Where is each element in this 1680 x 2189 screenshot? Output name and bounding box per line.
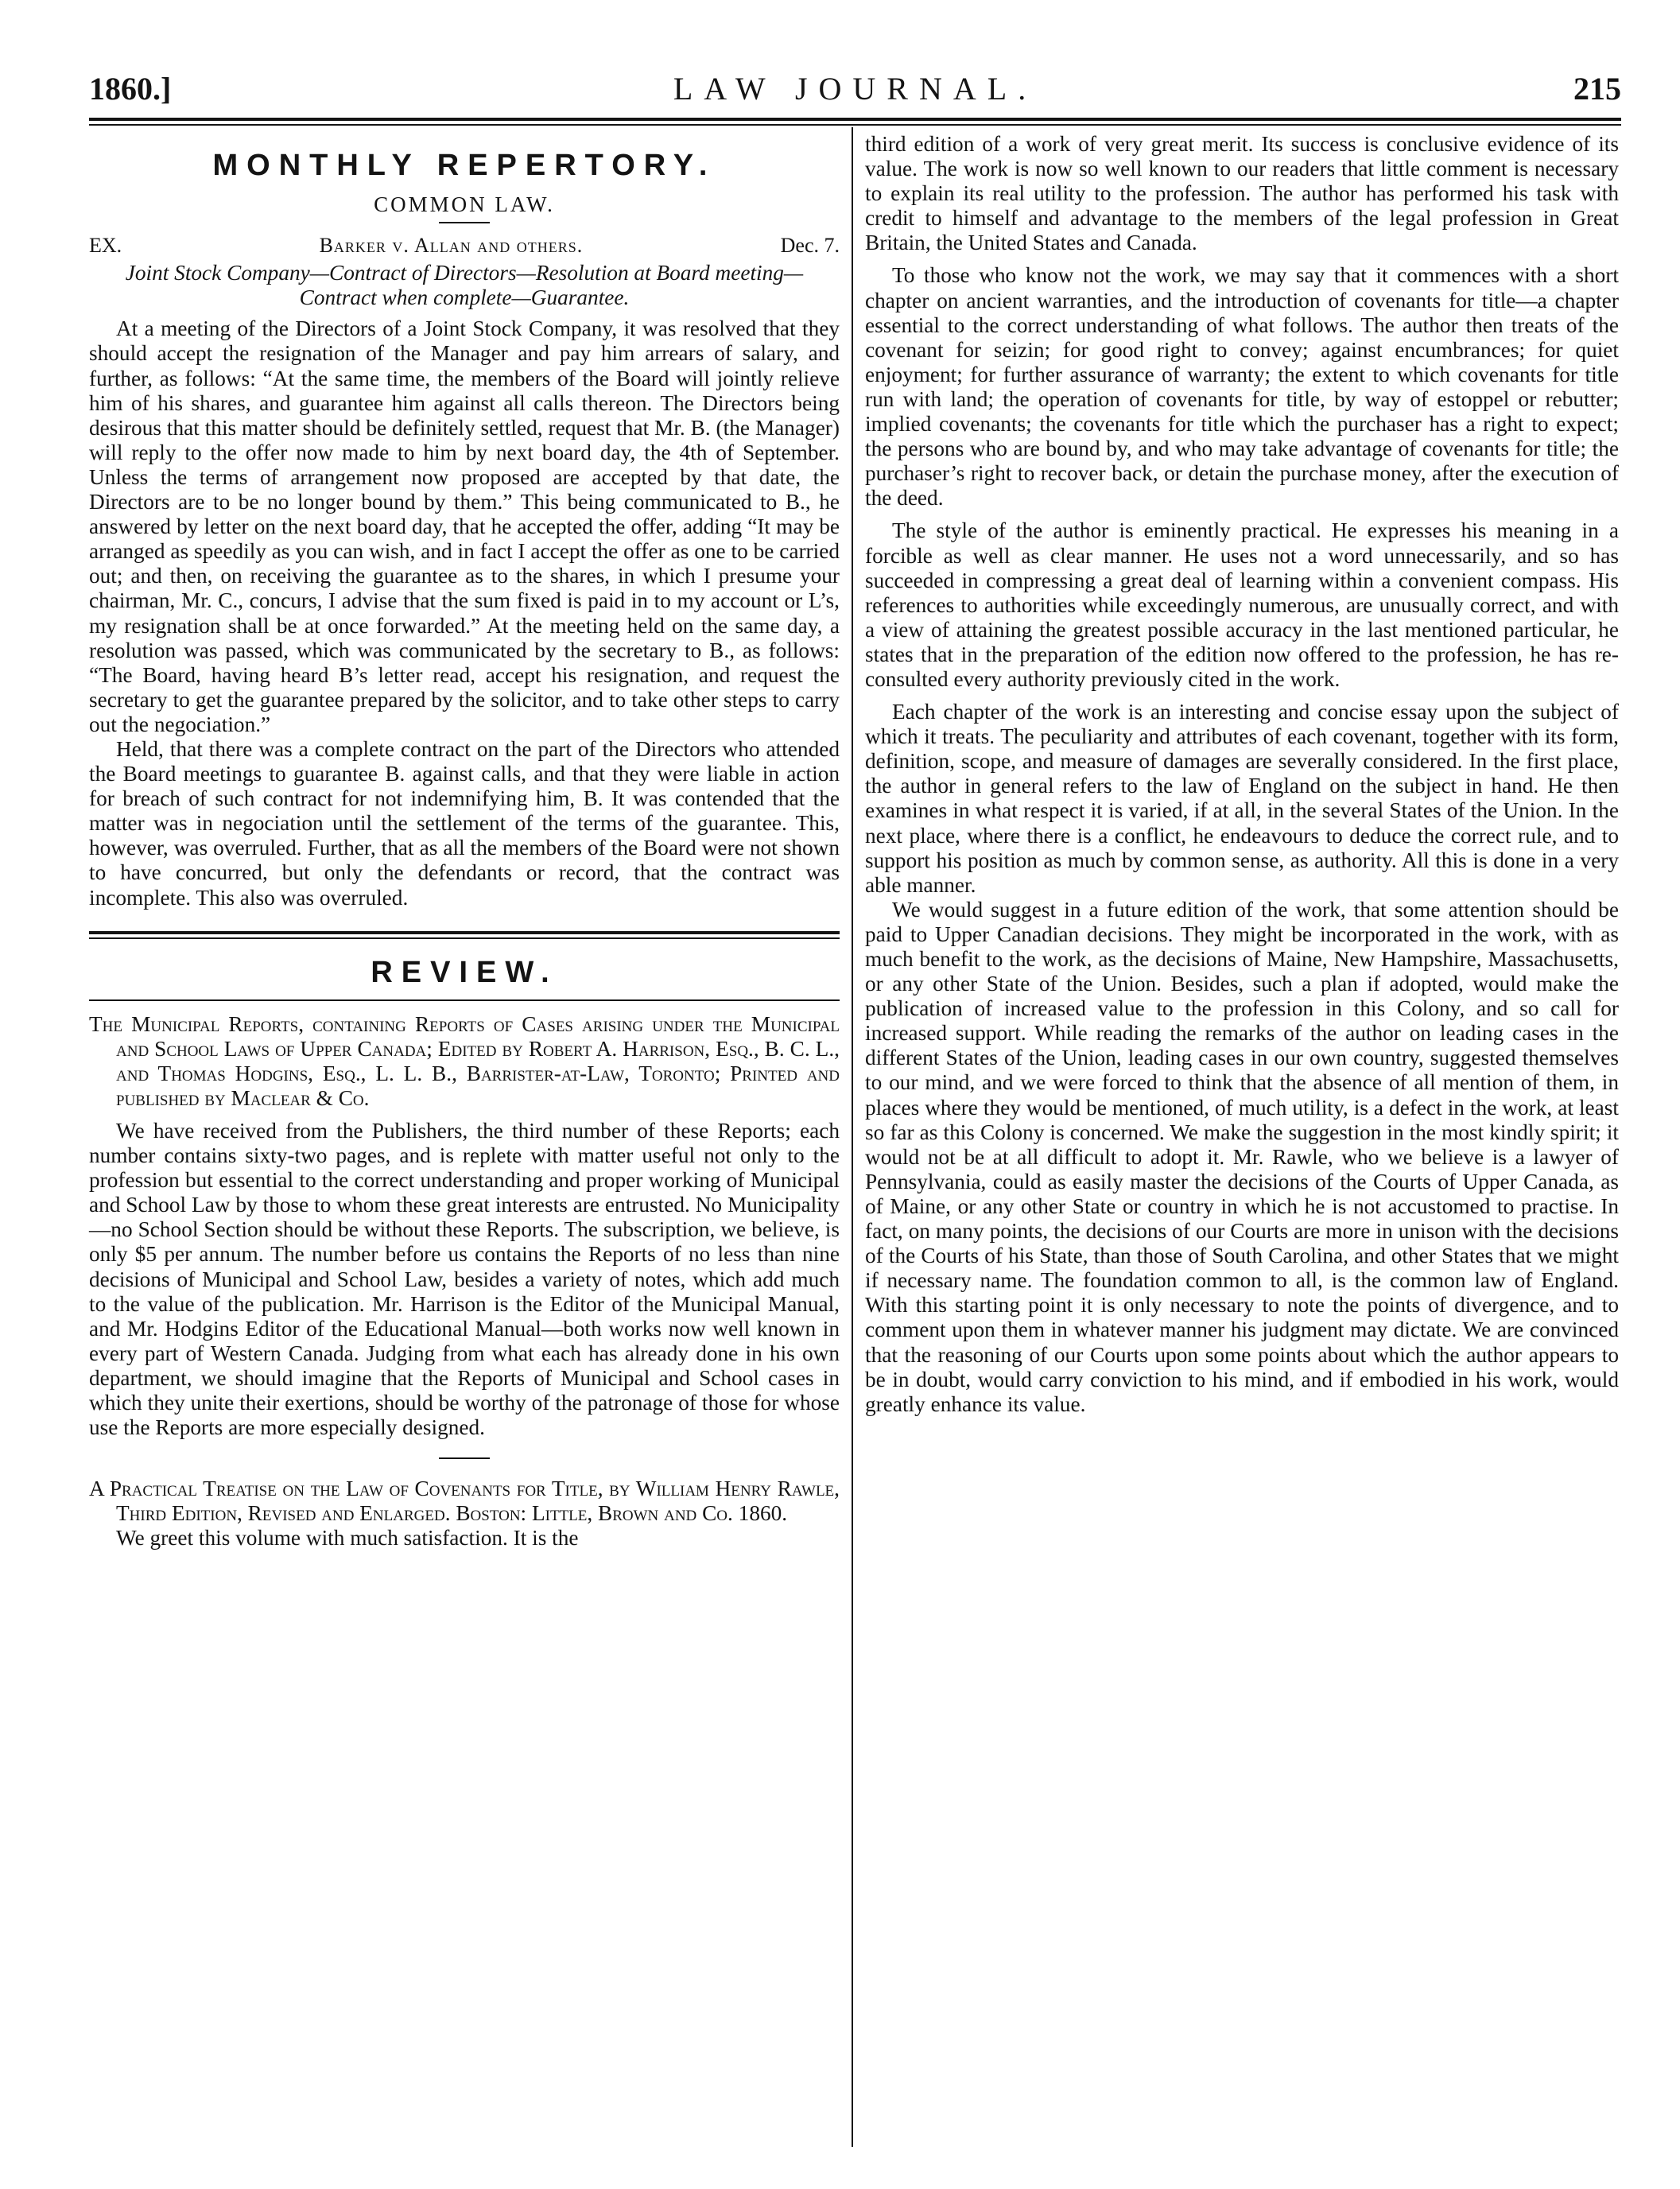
- case-date: Dec. 7.: [780, 234, 840, 258]
- section-divider: [89, 931, 840, 939]
- header-rule-thick: [89, 118, 1621, 121]
- right-paragraph-4: Each chapter of the work is an interesting and concise essay upon the subject of which it treats. The peculiarity and attributes of each covenant, together with its form, definition, scope, and measure of damages are severally considered. In the first place, the author in general refers to the law of England on the subject in hand. He then examines in what respect it is varied, if at all, in the several States of the Union. In the next place, where there is a conflict, he endeavours to deduce the correct rule, and to support his position as much by common sense, as authority. All this is done in a very able manner.: [865, 700, 1619, 897]
- right-paragraph-3: The style of the author is eminently practical. He expresses his meaning in a forcible as well as clear manner. He uses not a word unnecessarily, and so has succeeded in compressing a great deal of learning within a convenient compass. His references to authorities while exceedingly numerous, are unusually correct, and with a view of attaining the greatest possible accuracy in the last mentioned particular, he states that in the preparation of the edition now offered to the profession, he has re-consulted every authority previously cited in the work.: [865, 518, 1619, 691]
- book2-title: A Practical Treatise on the Law of Covenants for Title, by William Henry Rawle, Third Edition, Revised and Enlarged. Boston: Little, Brown and Co. 1860.: [89, 1477, 840, 1526]
- book1-review-paragraph: We have received from the Publishers, the third number of these Reports; each number contains sixty-two pages, and is replete with matter useful not only to the profession but essential to the correct understanding and proper working of Municipal and School Law by those to whom these great interests are entrusted. No Municipality—no School Section should be without these Reports. The subscription, we believe, is only $5 per annum. The number before us contains the Reports of no less than nine decisions of Municipal and School Law, besides a variety of notes, which add much to the value of the publication. Mr. Harrison is the Editor of the Municipal Manual, and Mr. Hodgins Editor of the Educational Manual—both works now well known in every part of Western Canada. Judging from what each has already done in his own department, we should imagine that the Reports of Municipal and School cases in which they unite their exertions, should be worthy of the patronage of those for whose use the Reports are more especially designed.: [89, 1119, 840, 1440]
- common-law-subtitle: COMMON LAW.: [374, 192, 555, 216]
- right-paragraph-2: To those who know not the work, we may say that it commences with a short chapter on ancient warranties, and the introduction of covenants for title—a chapter essential to the correct understanding of what follows. The author then treats of the covenant for seizin; for good right to convey; against encumbrances; for quiet enjoyment; for further assurance of warranty; the extent to which covenants for title run with land; the operation of covenants for title, by way of estoppel or rebutter; implied covenants; the covenants for title which the purchaser has a right to expect; the persons who are bound by, and who may take advantage of covenants for title; the purchaser’s right to recover back, or detain the purchase money, after the execution of the deed.: [865, 263, 1619, 510]
- case-name: Barker v. Allan and others.: [319, 234, 584, 258]
- header-year: 1860.]: [89, 71, 172, 107]
- case-facts-paragraph: At a meeting of the Directors of a Joint Stock Company, it was resolved that they should accept the resignation of the Manager and pay him arrears of salary, and further, as follows: “At the same time, the members of the Board will jointly relieve him of his shares, and guarantee him against all calls thereon. The Directors being desirous that this matter should be definitely settled, request that Mr. B. (the Manager) will reply to the offer now made to him by next board day, the 4th of September. Unless the terms of arrangement now proposed are accepted by that date, the Directors are to be no longer bound by them.” This being communicated to B., he answered by letter on the next board day, that he accepted the offer, adding “It may be arranged as speedily as you can wish, and in fact I accept the offer as one to be carried out; and then, on receiving the guarantee as to the shares, in which I presume your chairman, Mr. C., concurs, I advise that the sum fixed is paid in to my account or L’s, my resignation shall be at once forwarded.” At the meeting held on the same day, a resolution was passed, which was communicated by the secretary to B., as follows: “The Board, having heard B’s letter read, accept his resignation, and request the secretary to get the guarantee prepared by the solicitor, and to take other steps to carry out the negociation.”: [89, 316, 840, 736]
- review-title: REVIEW.: [371, 955, 558, 989]
- case-citation: [89, 233, 840, 258]
- right-column: [865, 132, 1619, 1417]
- short-divider-2: [439, 1457, 490, 1459]
- header-rule-thin: [89, 124, 1621, 126]
- monthly-repertory-title: MONTHLY REPERTORY.: [212, 149, 716, 182]
- court-abbrev: EX.: [89, 234, 122, 258]
- book2-review-start: We greet this volume with much satisfaction. It is the: [116, 1526, 579, 1551]
- left-column: [89, 132, 840, 1551]
- case-holding-paragraph: Held, that there was a complete contract on the part of the Directors who attended the Board meetings to guarantee B. against calls, and that they were liable in action for breach of such contract for not indemnifying him, B. It was contended that the matter was in negociation until the settlement of the terms of the guarantee. This, however, was overruled. Further, that as all the members of the Board were not shown to have concurred, but only the defendants or record, that the contract was incomplete. This also was overruled.: [89, 736, 840, 910]
- right-paragraph-1: third edition of a work of very great merit. Its success is conclusive evidence of its value. The work is now so well known to our readers that little comment is necessary to explain its real utility to the profession. The author has performed his task with credit to himself and advantage to the members of the legal profession in Great Britain, the United States and Canada.: [865, 132, 1619, 255]
- short-divider: [439, 222, 490, 223]
- review-rule: [89, 999, 840, 1001]
- column-separator: [852, 127, 853, 2147]
- running-header: [89, 70, 1621, 114]
- book1-title: The Municipal Reports, containing Reports of Cases arising under the Municipal and School Laws of Upper Canada; Edited by Robert A. Harrison, Esq., B. C. L., and Thomas Hodgins, Esq., L. L. B., Barrister-at-Law, Toronto; Printed and published by Maclear & Co.: [89, 1011, 840, 1110]
- case-headnote: Joint Stock Company—Contract of Directors—Resolution at Board meeting—Contract when complete—Guarantee.: [125, 261, 804, 310]
- journal-title: LAW JOURNAL.: [673, 71, 1038, 107]
- right-paragraph-5: We would suggest in a future edition of the work, that some attention should be paid to Upper Canadian decisions. They might be incorporated in the work, with as much benefit to the work, as the decisions of Maine, New Hampshire, Massachusetts, or any other State of the Union. Besides, such a plan if adopted, would make the publication of increased value to the profession in this Colony, and so call for increased support. While reading the remarks of the author on leading cases in the different States of the Union, leading cases in our own country, suggested themselves to our mind, and we were forced to think that the absence of all mention of them, in places where they would be mentioned, of much utility, is a defect in the work, at least so far as this Colony is concerned. We make the suggestion in the most kindly spirit; it would not be at all difficult to adopt it. Mr. Rawle, who we believe is a lawyer of Pennsylvania, could as easily master the decisions of the Courts of Upper Canada, as of Maine, or any other State or country in which he is not accustomed to practise. In fact, on many points, the decisions of our Courts are more in unison with the decisions of the Courts of his State, than those of South Carolina, and other States that we might if necessary name. The foundation common to all, is the common law of England. With this starting point it is only necessary to note the points of divergence, and to comment upon them in whatever manner his judgment may dictate. We are convinced that the reasoning of our Courts upon some points about which the author appears to be in doubt, would carry conviction to his mind, and if embodied in his work, would greatly enhance its value.: [865, 897, 1619, 1416]
- page-number: 215: [1573, 71, 1621, 107]
